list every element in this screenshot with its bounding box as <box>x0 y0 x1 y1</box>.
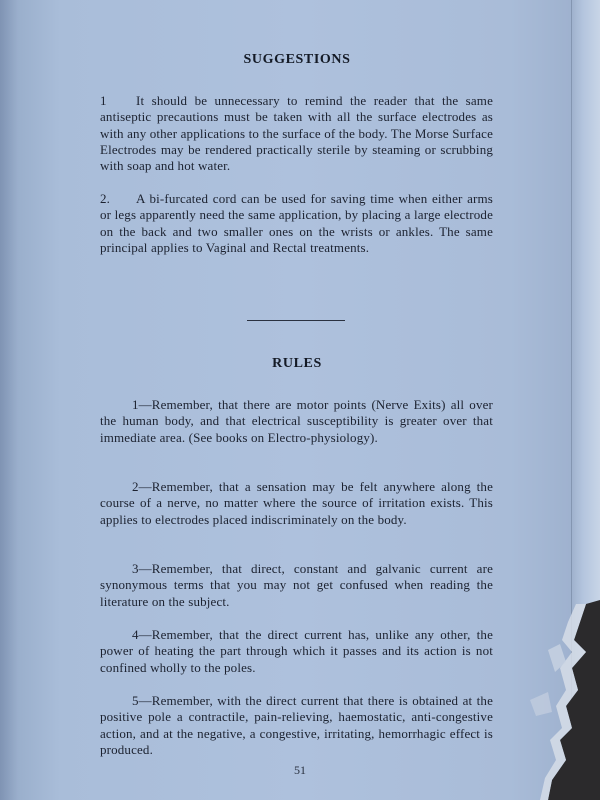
suggestion-number: 1 <box>100 93 107 108</box>
suggestions-heading: SUGGESTIONS <box>243 52 351 67</box>
suggestion-item-2 <box>100 191 493 256</box>
rule-item-1: 1—Remember, that there are motor points (Nerve Exits) all over the human body, and that electrical susceptibility is greater over that immediate area. (See books on Electro-physiology). <box>100 397 493 445</box>
page-edge <box>571 0 600 800</box>
suggestion-text: It should be unnecessary to remind the reader that the same antiseptic precautions must be taken with all the surface electrodes as with any other applications to the surface of the body. The Morse Surface Electrodes may be rendered practically sterile by steaming or scrubbing with soap and hot water. <box>100 93 493 174</box>
rule-item-2: 2—Remember, that a sensation may be felt anywhere along the course of a nerve, no matter where the source of irritation exists. This applies to electrodes placed indiscriminately on the body. <box>100 479 493 527</box>
rule-item-3: 3—Remember, that direct, constant and galvanic current are synonymous terms that you may not get confused when reading the literature on the subject. <box>100 561 493 609</box>
section-divider <box>247 320 345 321</box>
page-number: 51 <box>294 763 306 777</box>
rule-item-5: 5—Remember, with the direct current that there is obtained at the positive pole a contractile, pain-relieving, haemostatic, anti-congestive action, and at the negative, a congestive, irritating, hemorrhagic effect is produced. <box>100 693 493 757</box>
suggestion-text: A bi-furcated cord can be used for saving time when either arms or legs apparently need the same application, by placing a large electrode on the back and two smaller ones on the wrists or ankles. The same principal applies to Vaginal and Rectal treatments. <box>100 191 493 255</box>
suggestion-number: 2. <box>100 191 111 206</box>
rules-heading: RULES <box>272 356 322 371</box>
suggestion-item-1 <box>100 93 493 174</box>
rule-item-4: 4—Remember, that the direct current has, unlike any other, the power of heating the part through which it passes and its action is not confined wholly to the poles. <box>100 627 493 675</box>
